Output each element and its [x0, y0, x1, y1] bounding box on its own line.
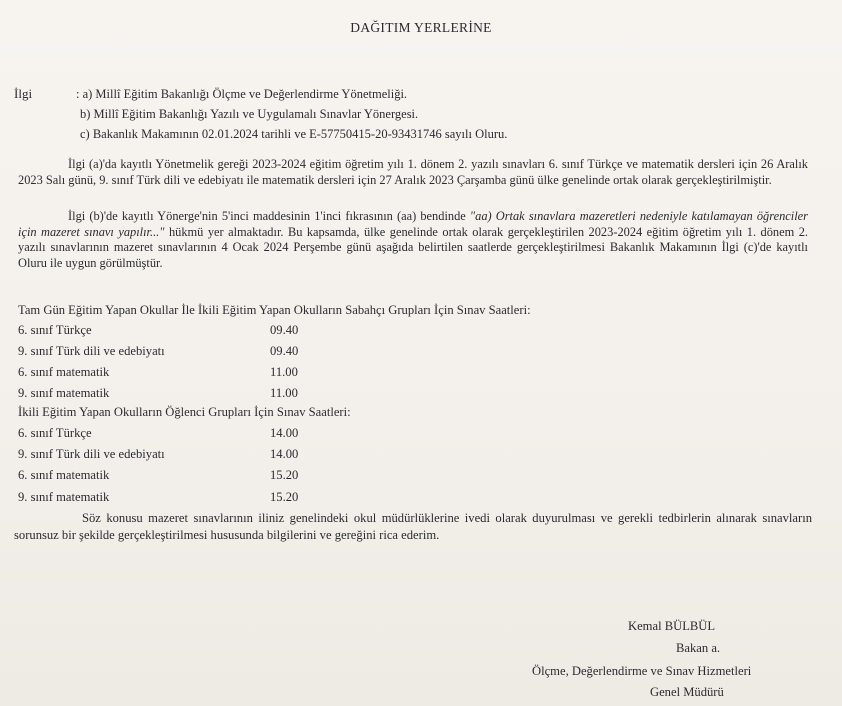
document-heading: DAĞITIM YERLERİNE — [350, 20, 492, 35]
schedule-2-heading: İkili Eğitim Yapan Okulların Öğlenci Grupları İçin Sınav Saatleri: — [18, 405, 351, 419]
paragraph-2-text-after: hükmü yer almaktadır. Bu kapsamda, ülke genelinde ortak olarak gerçekleştirilen 2023-2024 eğitim öğretim yılı 1. dönem 2. yazılı sınavlarının mazeret sınavlarının 4 Ocak 2024 Perşembe günü aşağıda belirtilen saatlerde gerçekleştirilmesi Bakanlık Makamının İlgi (c)'de kayıtlı Oluru ile uygun görülmüştür. — [18, 224, 808, 270]
schedule-2-row — [18, 426, 299, 441]
signer-role: Bakan a. — [676, 641, 721, 655]
schedule-1-heading: Tam Gün Eğitim Yapan Okullar İle İkili Eğitim Yapan Okulların Sabahçı Grupları İçin Sınav Saatleri: — [18, 303, 531, 317]
closing-paragraph: Söz konusu mazeret sınavlarının iliniz genelindeki okul müdürlüklerine ivedi olarak duyurulması ve gerekli tedbirlerin alınarak sınavların sorunsuz bir şekilde gerçekleştirilmesi hususunda bilgilerini ve gereğini rica ederim. — [14, 511, 812, 542]
exam-subject: 9. sınıf matematik — [18, 386, 110, 400]
ilgi-item-b: b) Millî Eğitim Bakanlığı Yazılı ve Uygulamalı Sınavlar Yönergesi. — [80, 107, 419, 121]
schedule-1-row — [18, 344, 299, 359]
exam-subject: 9. sınıf Türk dili ve edebiyatı — [18, 344, 165, 358]
exam-time: 14.00 — [270, 447, 299, 461]
schedule-2-row — [18, 447, 299, 462]
schedule-2-row — [18, 490, 299, 505]
paragraph-1: İlgi (a)'da kayıtlı Yönetmelik gereği 2023-2024 eğitim öğretim yılı 1. dönem 2. yazılı sınavları 6. sınıf Türkçe ve matematik dersleri için 26 Aralık 2023 Salı günü, 9. sınıf Türk dili ve edebiyatı ile matematik dersleri için 27 Aralık 2023 Çarşamba günü ülke genelinde ortak olarak gerçekleştirilmiştir. — [18, 157, 808, 187]
ilgi-list — [76, 84, 507, 144]
schedule-1-row — [18, 386, 298, 401]
exam-subject: 9. sınıf matematik — [18, 490, 110, 504]
exam-time: 11.00 — [270, 386, 298, 400]
ilgi-item-c: c) Bakanlık Makamının 02.01.2024 tarihli ve E-57750415-20-93431746 sayılı Oluru. — [80, 127, 508, 141]
paragraph-2-quote: "aa) Ortak sınavlara mazeretleri nedeniyle katılamayan öğrenciler için mazeret sınavı yapılır..." — [18, 209, 809, 239]
exam-subject: 6. sınıf matematik — [18, 365, 110, 379]
exam-time: 09.40 — [270, 323, 299, 337]
exam-subject: 6. sınıf Türkçe — [18, 323, 92, 337]
signer-title: Genel Müdürü — [650, 685, 724, 699]
exam-subject: 6. sınıf Türkçe — [18, 426, 92, 440]
exam-time: 15.20 — [270, 490, 299, 504]
ilgi-item-a: : a) Millî Eğitim Bakanlığı Ölçme ve Değerlendirme Yönetmeliği. — [76, 87, 408, 101]
exam-subject: 6. sınıf matematik — [18, 468, 110, 482]
signer-name: Kemal BÜLBÜL — [628, 619, 716, 633]
paragraph-2 — [18, 209, 808, 271]
schedule-1-row — [18, 365, 298, 380]
exam-time: 11.00 — [270, 365, 298, 379]
schedule-2-row — [18, 468, 299, 483]
paragraph-2-text-before: İlgi (b)'de kayıtlı Yönerge'nin 5'inci maddesinin 1'inci fıkrasının (aa) bendinde — [68, 209, 470, 223]
exam-time: 09.40 — [270, 344, 299, 358]
signer-unit: Ölçme, Değerlendirme ve Sınav Hizmetleri — [532, 664, 752, 678]
exam-time: 15.20 — [270, 468, 299, 482]
exam-time: 14.00 — [270, 426, 299, 440]
ilgi-label: İlgi — [14, 86, 33, 101]
schedule-1-row — [18, 323, 299, 338]
exam-subject: 9. sınıf Türk dili ve edebiyatı — [18, 447, 165, 461]
